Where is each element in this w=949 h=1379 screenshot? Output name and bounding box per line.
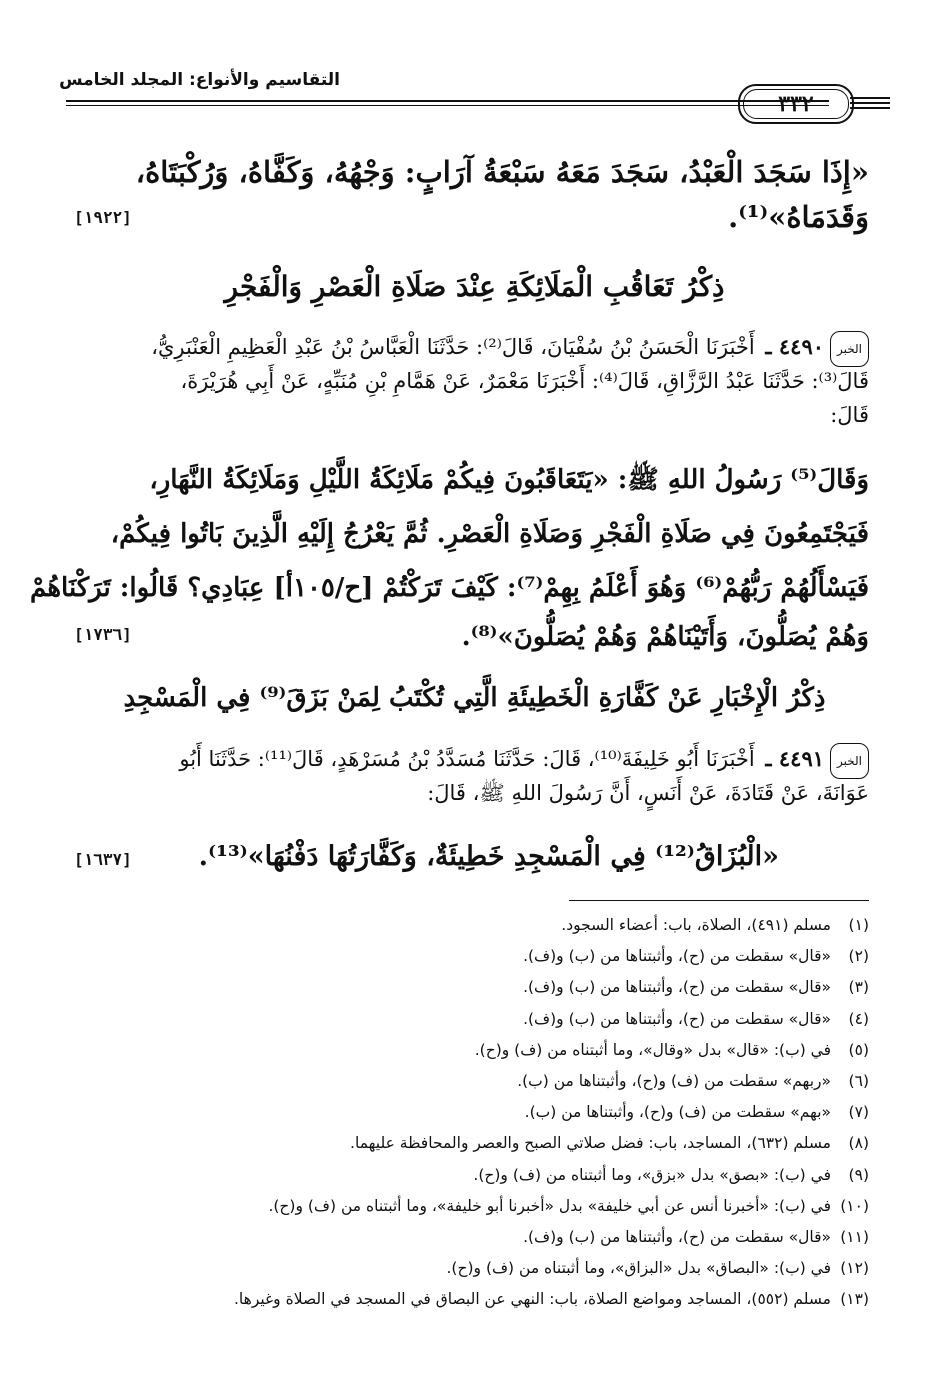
- hadith-text-line: وَقَدَمَاهُ»⁽¹⁾.: [728, 200, 869, 234]
- matn-line: فَيَسْأَلُهُمْ رَبُّهُمْ⁽⁶⁾ وَهُوَ أَعْلَمُ بِهِمْ⁽⁷⁾: كَيْفَ تَرَكْتُمْ [ح/١٠٥أ] عِبَادِي؟ قَالُوا: تَرَكْنَاهُمْ: [30, 573, 869, 603]
- hadith-number: ٤٤٩٠ ـ: [765, 334, 825, 359]
- footnote-text: مسلم (٥٥٢)، المساجد ومواضع الصلاة، باب: النهي عن البصاق في المسجد في الصلاة وغيرها.: [234, 1290, 831, 1309]
- page-number: ٣٣٢: [778, 91, 814, 117]
- footnote-text: مسلم (٦٣٢)، المساجد، باب: فضل صلاتي الصبح والعصر والمحافظة عليهما.: [350, 1134, 831, 1153]
- footnote-number: (١٠): [840, 1196, 869, 1215]
- footnotes-list: [69, 910, 869, 1316]
- footnote-item: [69, 1284, 869, 1315]
- isnad-line: قَالَ⁽³⁾: حَدَّثَنَا عَبْدُ الرَّزَّاقِ، قَالَ⁽⁴⁾: أَخْبَرَنَا مَعْمَرٌ، عَنْ هَمَّامِ بْنِ مُنَبِّهٍ، عَنْ أَبِي هُرَيْرَةَ،: [180, 369, 869, 393]
- footnote-item: [69, 1253, 869, 1284]
- footnote-item: [69, 1035, 869, 1066]
- footnote-item: [69, 1097, 869, 1128]
- footnote-item: [69, 1128, 869, 1159]
- khabar-badge: الخبر: [830, 331, 869, 367]
- footnote-number: (٧): [848, 1103, 869, 1122]
- footnote-item: [69, 1160, 869, 1191]
- section-title: ذِكْرُ الْإِخْبَارِ عَنْ كَفَّارَةِ الْخَطِيئَةِ الَّتِي تُكْتَبُ لِمَنْ بَزَقَ⁽⁹⁾ فِي الْمَسْجِدِ: [123, 683, 826, 713]
- isnad-text: أَخْبَرَنَا أَبُو خَلِيفَةَ⁽¹⁰⁾، قَالَ: حَدَّثَنَا مُسَدَّدُ بْنُ مُسَرْهَدٍ، قَالَ⁽¹¹⁾: حَدَّثَنَا أَبُو: [179, 747, 755, 771]
- footnote-text: في (ب): «بصق» بدل «بزق»، وما أثبتناه من (ف) و(ح).: [473, 1165, 831, 1184]
- isnad-line: قَالَ:: [830, 403, 869, 427]
- section-title: ذِكْرُ تَعَاقُبِ الْمَلَائِكَةِ عِنْدَ صَلَاةِ الْعَصْرِ وَالْفَجْرِ: [224, 270, 725, 303]
- footnote-number: (٥): [848, 1040, 869, 1059]
- matn-line: وَقَالَ⁽⁵⁾ رَسُولُ اللهِ ﷺ: «يَتَعَاقَبُونَ فِيكُمْ مَلَائِكَةُ اللَّيْلِ وَمَلَائِكَةُ النَّهَارِ،: [149, 465, 869, 495]
- running-header: التقاسيم والأنواع: المجلد الخامس: [59, 70, 340, 90]
- hadith-text-line: «إِذَا سَجَدَ الْعَبْدُ، سَجَدَ مَعَهُ سَبْعَةُ آرَابٍ: وَجْهُهُ، وَكَفَّاهُ، وَرُكْبَتَاهُ،: [135, 155, 869, 189]
- footnote-text: «قال» سقطت من (ح)، وأثبتناها من (ب) و(ف).: [523, 1009, 831, 1028]
- footnote-text: «قال» سقطت من (ح)، وأثبتناها من (ب) و(ف).: [523, 1228, 831, 1247]
- hadith-reference: [١٧٣٦]: [74, 625, 132, 644]
- footnote-number: (١١): [840, 1228, 869, 1247]
- page-number-frame: [738, 84, 854, 124]
- matn-line: «الْبُزَاقُ⁽¹²⁾ فِي الْمَسْجِدِ خَطِيئَةٌ، وَكَفَّارَتُهَا دَفْنُهَا»⁽¹³⁾.: [198, 841, 779, 872]
- isnad-line: [69, 742, 869, 779]
- hadith-reference: [١٩٢٢]: [74, 208, 132, 227]
- footnote-text: «ربهم» سقطت من (ف) و(ح)، وأثبتناها من (ب).: [517, 1072, 831, 1091]
- matn-line: وَهُمْ يُصَلُّونَ، وَأَتَيْنَاهُمْ وَهُمْ يُصَلُّونَ»⁽⁸⁾.: [461, 622, 869, 652]
- header-decoration: [850, 97, 890, 109]
- footnote-number: (٨): [848, 1134, 869, 1153]
- footnote-text: في (ب): «البصاق» بدل «البزاق»، وما أثبتناه من (ف) و(ح).: [446, 1259, 831, 1278]
- hadith-reference: [١٦٣٧]: [74, 850, 132, 869]
- footnote-item: [69, 910, 869, 941]
- footnote-number: (٤): [848, 1009, 869, 1028]
- footnote-text: مسلم (٤٩١)، الصلاة، باب: أعضاء السجود.: [561, 916, 831, 934]
- isnad-line: عَوَانَةَ، عَنْ قَتَادَةَ، عَنْ أَنَسٍ، أَنَّ رَسُولَ اللهِ ﷺ، قَالَ:: [427, 781, 869, 805]
- header-rule-thin: [66, 105, 829, 106]
- isnad-text: أَخْبَرَنَا الْحَسَنُ بْنُ سُفْيَانَ، قَالَ⁽²⁾: حَدَّثَنَا الْعَبَّاسُ بْنُ عَبْدِ الْعَظِيمِ الْعَنْبَرِيُّ،: [151, 335, 755, 359]
- footnote-number: (١٣): [840, 1290, 869, 1309]
- footnote-text: «قال» سقطت من (ح)، وأثبتناها من (ب) و(ف).: [523, 978, 831, 997]
- footnote-item: [69, 1222, 869, 1253]
- footnote-number: (٢): [848, 947, 869, 966]
- footnote-item: [69, 1004, 869, 1035]
- hadith-number: ٤٤٩١ ـ: [765, 746, 825, 771]
- footnote-text: في (ب): «قال» بدل «وقال»، وما أثبتناه من (ف) و(ح).: [474, 1040, 831, 1059]
- footnote-number: (٦): [848, 1072, 869, 1091]
- footnote-number: (١٢): [840, 1259, 869, 1278]
- matn-line: فَيَجْتَمِعُونَ فِي صَلَاةِ الْفَجْرِ وَصَلَاةِ الْعَصْرِ. ثُمَّ يَعْرُجُ إِلَيْهِ الَّذِينَ بَاتُوا فِيكُمْ،: [110, 519, 869, 549]
- footnote-number: (٣): [848, 978, 869, 997]
- footnote-number: (٩): [848, 1165, 869, 1184]
- isnad-line: [69, 330, 869, 367]
- footnote-item: [69, 1066, 869, 1097]
- footnote-separator: [569, 900, 869, 901]
- footnote-text: «قال» سقطت من (ح)، وأثبتناها من (ب) و(ف).: [523, 947, 831, 966]
- footnote-number: (١): [848, 916, 869, 934]
- footnote-text: «بهم» سقطت من (ف) و(ح)، وأثبتناها من (ب).: [524, 1103, 831, 1122]
- footnote-item: [69, 1191, 869, 1222]
- footnote-text: في (ب): «أخبرنا أنس عن أبي خليفة» بدل «أخبرنا أبو خليفة»، وما أثبتناه من (ف) و(ح).: [268, 1196, 831, 1215]
- footnote-item: [69, 972, 869, 1003]
- footnote-item: [69, 941, 869, 972]
- khabar-badge: الخبر: [830, 743, 869, 779]
- header-rule: [66, 100, 829, 102]
